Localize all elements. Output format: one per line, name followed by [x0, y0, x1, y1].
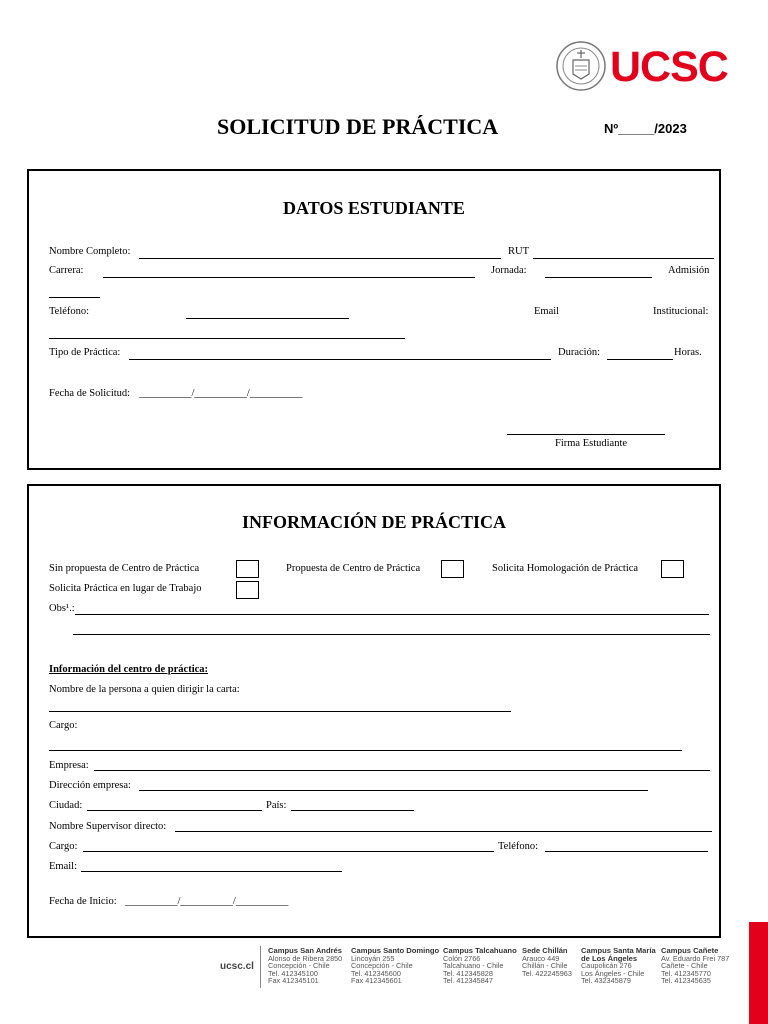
rut-label: RUT [508, 246, 529, 257]
city-field[interactable] [87, 810, 262, 811]
rut-field[interactable] [533, 258, 714, 259]
campus-line: Tel. 412345770 [661, 968, 711, 978]
campus-line: Arauco 449 [522, 953, 560, 963]
request-date-field[interactable]: __________/__________/__________ [139, 388, 303, 399]
campus-line: Tel. 422245963 [522, 968, 572, 978]
campus-talcahuano [443, 947, 517, 985]
addressee-field[interactable] [49, 711, 511, 712]
campus-line: Alonso de Ribera 2850 [268, 953, 343, 963]
phone-label: Teléfono: [49, 306, 90, 317]
footer-divider [260, 946, 261, 988]
city-label: Ciudad: [49, 800, 83, 811]
obs-field-line-2[interactable] [73, 634, 710, 635]
campus-name: Campus Santo Domingo [351, 946, 440, 955]
campus-line: Lincoyán 255 [351, 953, 395, 963]
signature-line[interactable] [507, 434, 665, 435]
campus-line: Av. Eduardo Frei 787 [661, 953, 730, 963]
supervisor-position-label: Cargo: [49, 841, 78, 852]
supervisor-phone-label: Teléfono: [498, 841, 539, 852]
signature-label: Firma Estudiante [555, 438, 628, 449]
campus-line: Tel. 412345847 [443, 976, 493, 986]
campus-line: Talcahuano - Chile [443, 961, 504, 971]
campus-line: Los Ángeles - Chile [581, 968, 645, 978]
country-label: País: [266, 800, 287, 811]
request-date-label: Fecha de Solicitud: [49, 388, 131, 399]
phone-field[interactable] [186, 318, 349, 319]
institutional-email-field[interactable] [49, 338, 405, 339]
start-date-field[interactable]: __________/__________/__________ [125, 896, 289, 907]
career-label: Carrera: [49, 265, 84, 276]
position-label: Cargo: [49, 720, 78, 731]
request-number: Nº_____/2023 [604, 121, 687, 136]
campus-name: Campus Talcahuano [443, 946, 517, 955]
option-no-center-label: Sin propuesta de Centro de Práctica [49, 563, 200, 574]
email-label: Email: [49, 861, 77, 872]
student-section-title: DATOS ESTUDIANTE [283, 198, 465, 218]
practice-type-label: Tipo de Práctica: [49, 347, 121, 358]
practice-type-field[interactable] [129, 359, 551, 360]
institutional-label: Institucional: [653, 306, 709, 317]
career-field[interactable] [103, 277, 475, 278]
campus-los-angeles [581, 947, 657, 985]
campus-line: Caupolicán 276 [581, 961, 632, 971]
full-name-field[interactable] [139, 258, 501, 259]
admission-field[interactable] [49, 297, 100, 298]
duration-field[interactable] [607, 359, 673, 360]
option-workplace-checkbox[interactable] [236, 581, 259, 599]
footer-site: ucsc.cl [220, 961, 254, 972]
campus-line: Tel. 432345879 [581, 976, 631, 986]
duration-label: Duración: [558, 347, 600, 358]
campus-line: Cañete - Chile [661, 961, 708, 971]
campus-line: Concepción - Chile [351, 961, 413, 971]
campus-line: Tel. 412345828 [443, 968, 493, 978]
supervisor-position-field[interactable] [83, 851, 494, 852]
option-workplace-label: Solicita Práctica en lugar de Trabajo [49, 583, 202, 594]
campus-line: Concepción - Chile [268, 961, 330, 971]
seal-logo [555, 40, 607, 92]
supervisor-field[interactable] [175, 831, 712, 832]
practice-info-section [27, 484, 721, 938]
option-homologation-checkbox[interactable] [661, 560, 684, 578]
campus-santo-domingo [351, 947, 439, 985]
campus-san-andres [268, 947, 342, 985]
company-address-field[interactable] [139, 790, 648, 791]
practice-section-title: INFORMACIÓN DE PRÁCTICA [242, 512, 506, 532]
campus-line: Tel. 412345100 [268, 968, 318, 978]
campus-name: Campus Cañete [661, 946, 719, 955]
campus-name: Campus San Andrés [268, 946, 342, 955]
campus-chillan [522, 947, 572, 977]
center-info-title: Información del centro de práctica: [49, 664, 209, 675]
admission-label: Admisión [668, 265, 710, 276]
shift-field[interactable] [545, 277, 652, 278]
company-address-label: Dirección empresa: [49, 780, 131, 791]
brand-logo: UCSC [610, 43, 728, 91]
obs-label: Obs¹.: [49, 603, 75, 614]
position-field[interactable] [49, 750, 682, 751]
campus-line: Tel. 412345600 [351, 968, 401, 978]
campus-line: Tel. 412345635 [661, 976, 711, 986]
campus-name: Sede Chillán [522, 946, 568, 955]
shift-label: Jornada: [491, 265, 527, 276]
campus-line: Colón 2766 [443, 953, 481, 963]
option-homologation-label: Solicita Homologación de Práctica [492, 563, 639, 574]
option-proposed-center-checkbox[interactable] [441, 560, 464, 578]
hours-label: Horas. [674, 347, 702, 358]
start-date-label: Fecha de Inicio: [49, 896, 117, 907]
full-name-label: Nombre Completo: [49, 246, 131, 257]
campus-line: Fax 412345101 [268, 976, 319, 986]
campus-line: Chillán - Chile [522, 961, 568, 971]
supervisor-label: Nombre Supervisor directo: [49, 821, 167, 832]
page-title: SOLICITUD DE PRÁCTICA [217, 114, 499, 139]
company-field[interactable] [94, 770, 710, 771]
country-field[interactable] [291, 810, 414, 811]
student-data-section [27, 169, 721, 470]
option-no-center-checkbox[interactable] [236, 560, 259, 578]
company-label: Empresa: [49, 760, 89, 771]
email-field[interactable] [81, 871, 342, 872]
campus-name: Campus Santa María de Los Ángeles [581, 946, 656, 963]
obs-field-line-1[interactable] [75, 614, 709, 615]
email-label: Email [534, 306, 560, 317]
addressee-label: Nombre de la persona a quien dirigir la carta: [49, 684, 240, 695]
campus-canete [661, 947, 729, 985]
option-proposed-center-label: Propuesta de Centro de Práctica [286, 563, 421, 574]
brand-accent-bar [749, 922, 768, 1024]
supervisor-phone-field[interactable] [545, 851, 708, 852]
campus-line: Fax 412345601 [351, 976, 402, 986]
